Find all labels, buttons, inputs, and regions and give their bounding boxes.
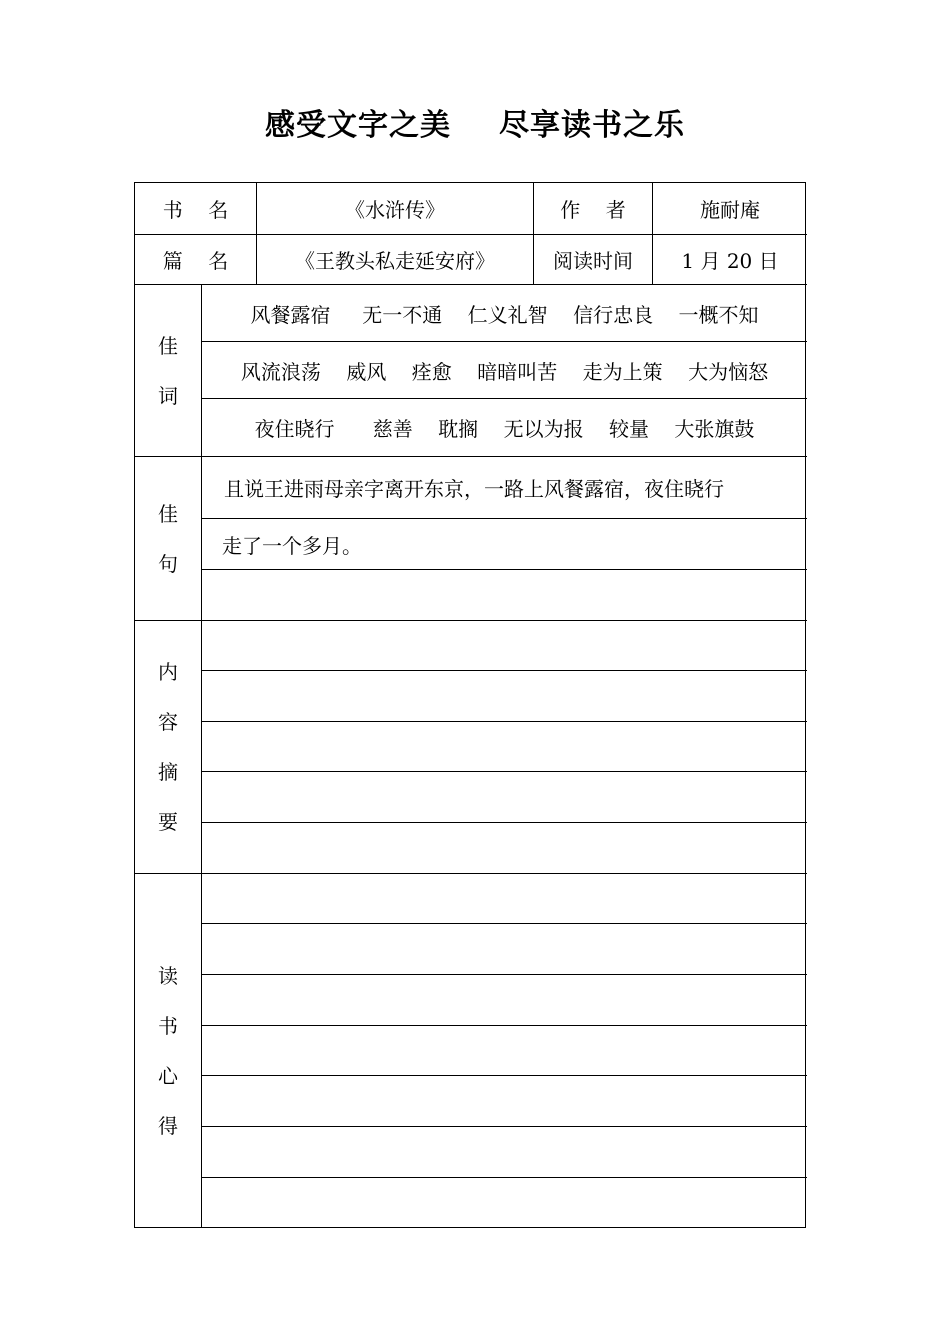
- row-divider: [201, 923, 807, 924]
- label-char: 摘: [158, 760, 178, 784]
- good-words-line-1: 风餐露宿 无一不通 仁义礼智 信行忠良 一概不知: [250, 302, 759, 327]
- label-char: 书: [158, 1014, 178, 1038]
- row-divider: [201, 1025, 807, 1026]
- good-words-line-2: 风流浪荡 威风 痊愈 暗暗叫苦 走为上策 大为恼怒: [240, 359, 769, 384]
- title-part-2: 尽享读书之乐: [499, 108, 685, 143]
- row-divider: [201, 771, 807, 772]
- label-char: 读: [158, 964, 178, 988]
- row-divider: [201, 822, 807, 823]
- row-divider: [201, 721, 807, 722]
- good-sentences-line-3: [222, 570, 807, 620]
- book-name-value: 《水浒传》: [345, 198, 445, 222]
- label-char: 心: [158, 1064, 178, 1088]
- content-summary-label: [135, 621, 201, 873]
- good-words-label: [135, 285, 201, 456]
- book-name-label: 书 名: [162, 198, 229, 222]
- label-char: 内: [158, 660, 178, 684]
- good-sentences-line-1: 且说王进雨母亲字离开东京，一路上风餐露宿，夜住晓行: [224, 477, 724, 501]
- row-divider: [201, 1177, 807, 1178]
- row-divider: [201, 974, 807, 975]
- label-char: 佳: [158, 501, 178, 526]
- label-char: 句: [158, 551, 178, 576]
- reading-reflection-label: [135, 874, 201, 1228]
- good-words-line-3: 夜住晓行 慈善 耽搁 无以为报 较量 大张旗鼓: [254, 417, 755, 441]
- good-sentences-line-2: 走了一个多月。: [222, 533, 362, 558]
- chapter-label: 篇 名: [162, 249, 229, 273]
- row-divider: [201, 1126, 807, 1127]
- label-char: 词: [158, 383, 178, 408]
- reading-time-value: 1 月 20 日: [681, 249, 779, 273]
- author-value: 施耐庵: [700, 198, 760, 222]
- section-divider: [135, 620, 807, 621]
- label-char: 要: [158, 810, 178, 834]
- author-label: 作 者: [560, 198, 626, 222]
- row-divider: [201, 670, 807, 671]
- section-divider: [135, 873, 807, 874]
- reading-record-form: [134, 182, 806, 1228]
- chapter-value: 《王教头私走延安府》: [295, 249, 495, 273]
- label-char: 得: [158, 1114, 178, 1138]
- reading-time-label: 阅读时间: [553, 249, 633, 273]
- row-divider: [201, 1075, 807, 1076]
- label-char: 佳: [158, 333, 178, 358]
- title-part-1: 感受文字之美: [265, 108, 451, 143]
- label-char: 容: [158, 710, 178, 734]
- good-sentences-label: [135, 457, 201, 620]
- page-title: [0, 100, 950, 144]
